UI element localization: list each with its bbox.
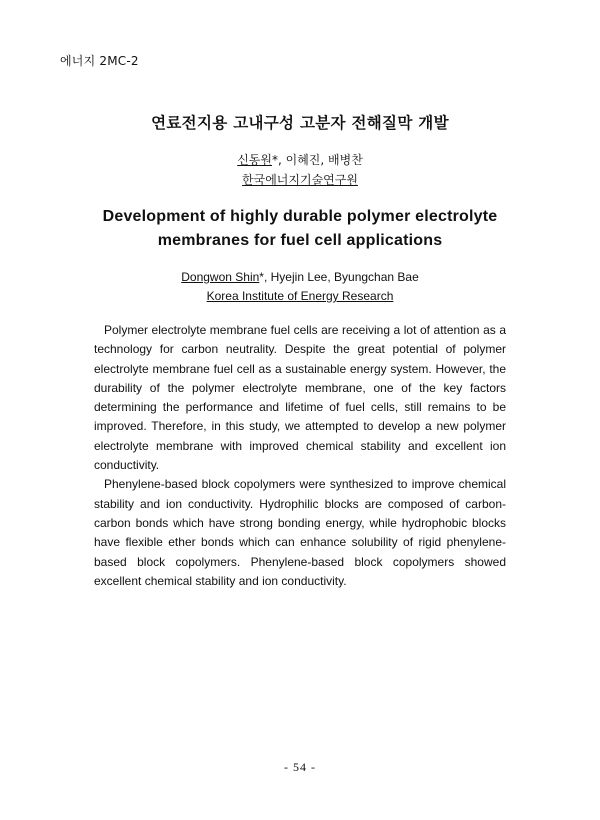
- english-presenter-mark: *,: [259, 270, 271, 284]
- english-authors-block: [0, 268, 600, 306]
- page-number: - 54 -: [284, 760, 316, 774]
- abstract-body: [94, 321, 506, 591]
- english-author-line: [0, 268, 600, 287]
- korean-author-line: [0, 150, 600, 170]
- korean-presenter-mark: *,: [271, 153, 286, 167]
- english-title: [0, 205, 600, 253]
- english-affiliation: Korea Institute of Energy Research: [206, 289, 394, 303]
- korean-affiliation: 한국에너지기술연구원: [242, 173, 358, 187]
- korean-presenter: 신동원: [237, 153, 272, 167]
- english-presenter: Dongwon Shin: [181, 270, 260, 284]
- korean-coauthors: 이혜진, 배병찬: [285, 153, 363, 167]
- korean-title: 연료전지용 고내구성 고분자 전해질막 개발: [151, 114, 449, 132]
- korean-authors-block: [0, 150, 600, 190]
- session-code: 에너지 2MC-2: [60, 54, 139, 68]
- english-coauthors: Hyejin Lee, Byungchan Bae: [270, 270, 419, 284]
- english-title-line-1: Development of highly durable polymer electrolyte: [102, 208, 498, 225]
- abstract-paragraph-1: Polymer electrolyte membrane fuel cells are receiving a lot of attention as a technology for carbon neutrality. Despite the great potential of polymer electrolyte membrane fuel cell as a sustainable energy system. However, the durability of the polymer electrolyte membrane, one of the key factors determining the performance and lifetime of fuel cells, still remains to be improved. Therefore, in this study, we attempted to develop a new polymer electrolyte membrane with improved chemical stability and excellent ion conductivity.: [94, 323, 506, 473]
- abstract-paragraph-2: Phenylene-based block copolymers were synthesized to improve chemical stability and ion conductivity. Hydrophilic blocks are composed of carbon-carbon bonds which have strong bonding energy, while hydrophobic blocks have flexible ether bonds which can enhance solubility of rigid phenylene-based block copolymers. Phenylene-based block copolymers showed excellent chemical stability and ion conductivity.: [94, 477, 506, 588]
- english-title-line-2: membranes for fuel cell applications: [157, 232, 443, 249]
